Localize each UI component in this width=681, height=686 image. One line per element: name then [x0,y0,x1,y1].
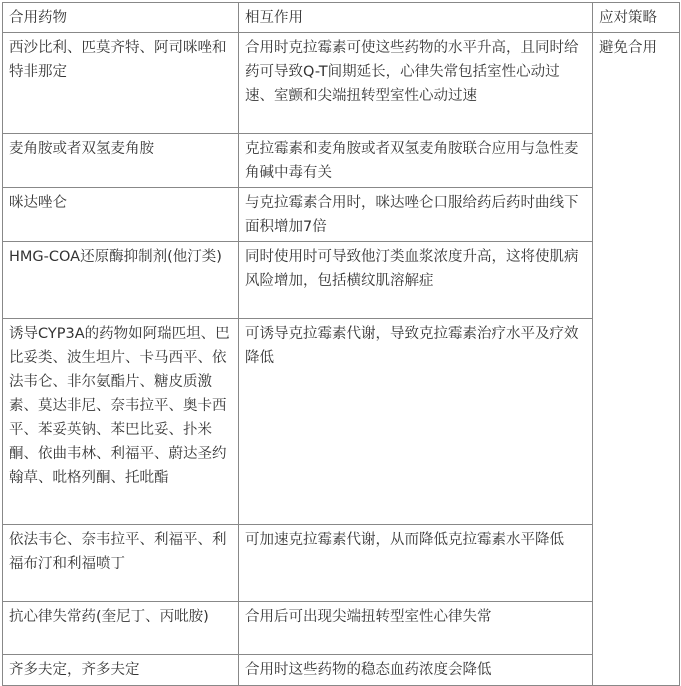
table-row [3,525,680,602]
interaction-cell: 克拉霉素和麦角胺或者双氢麦角胺联合应用与急性麦角碱中毒有关 [239,134,593,188]
header-interaction: 相互作用 [239,3,593,33]
table-header-row [3,3,680,33]
drug-cell: 麦角胺或者双氢麦角胺 [3,134,239,188]
header-combined-drug: 合用药物 [3,3,239,33]
table-row [3,602,680,655]
table-row [3,33,680,134]
drug-cell: 咪达唑仑 [3,188,239,242]
interaction-cell: 可诱导克拉霉素代谢，导致克拉霉素治疗水平及疗效降低 [239,319,593,525]
interaction-cell: 同时使用时可导致他汀类血浆浓度升高，这将使肌病风险增加，包括横纹肌溶解症 [239,242,593,319]
table-row [3,134,680,188]
strategy-cell: 避免合用 [593,33,680,686]
table-row [3,319,680,525]
interaction-cell: 合用时这些药物的稳态血药浓度会降低 [239,655,593,686]
drug-interaction-table [2,2,680,686]
drug-cell: 抗心律失常药(奎尼丁、丙吡胺) [3,602,239,655]
interaction-cell: 与克拉霉素合用时，咪达唑仑口服给药后药时曲线下面积增加7倍 [239,188,593,242]
drug-cell: HMG-COA还原酶抑制剂(他汀类) [3,242,239,319]
interaction-cell: 可加速克拉霉素代谢，从而降低克拉霉素水平降低 [239,525,593,602]
header-strategy: 应对策略 [593,3,680,33]
interaction-cell: 合用后可出现尖端扭转型室性心律失常 [239,602,593,655]
drug-cell: 诱导CYP3A的药物如阿瑞匹坦、巴比妥类、波生坦片、卡马西平、依法韦仑、非尔氨酯片、糖皮质激素、莫达非尼、奈韦拉平、奥卡西平、苯妥英钠、苯巴比妥、扑米酮、依曲韦林、利福平、蔚达圣约翰草、吡格列酮、托吡酯 [3,319,239,525]
drug-cell: 西沙比利、匹莫齐特、阿司咪唑和特非那定 [3,33,239,134]
table-row [3,242,680,319]
drug-cell: 齐多夫定，齐多夫定 [3,655,239,686]
table-row [3,188,680,242]
interaction-cell: 合用时克拉霉素可使这些药物的水平升高，且同时给药可导致Q-T间期延长，心律失常包括室性心动过速、室颤和尖端扭转型室性心动过速 [239,33,593,134]
drug-cell: 依法韦仑、奈韦拉平、利福平、利福布汀和利福喷丁 [3,525,239,602]
